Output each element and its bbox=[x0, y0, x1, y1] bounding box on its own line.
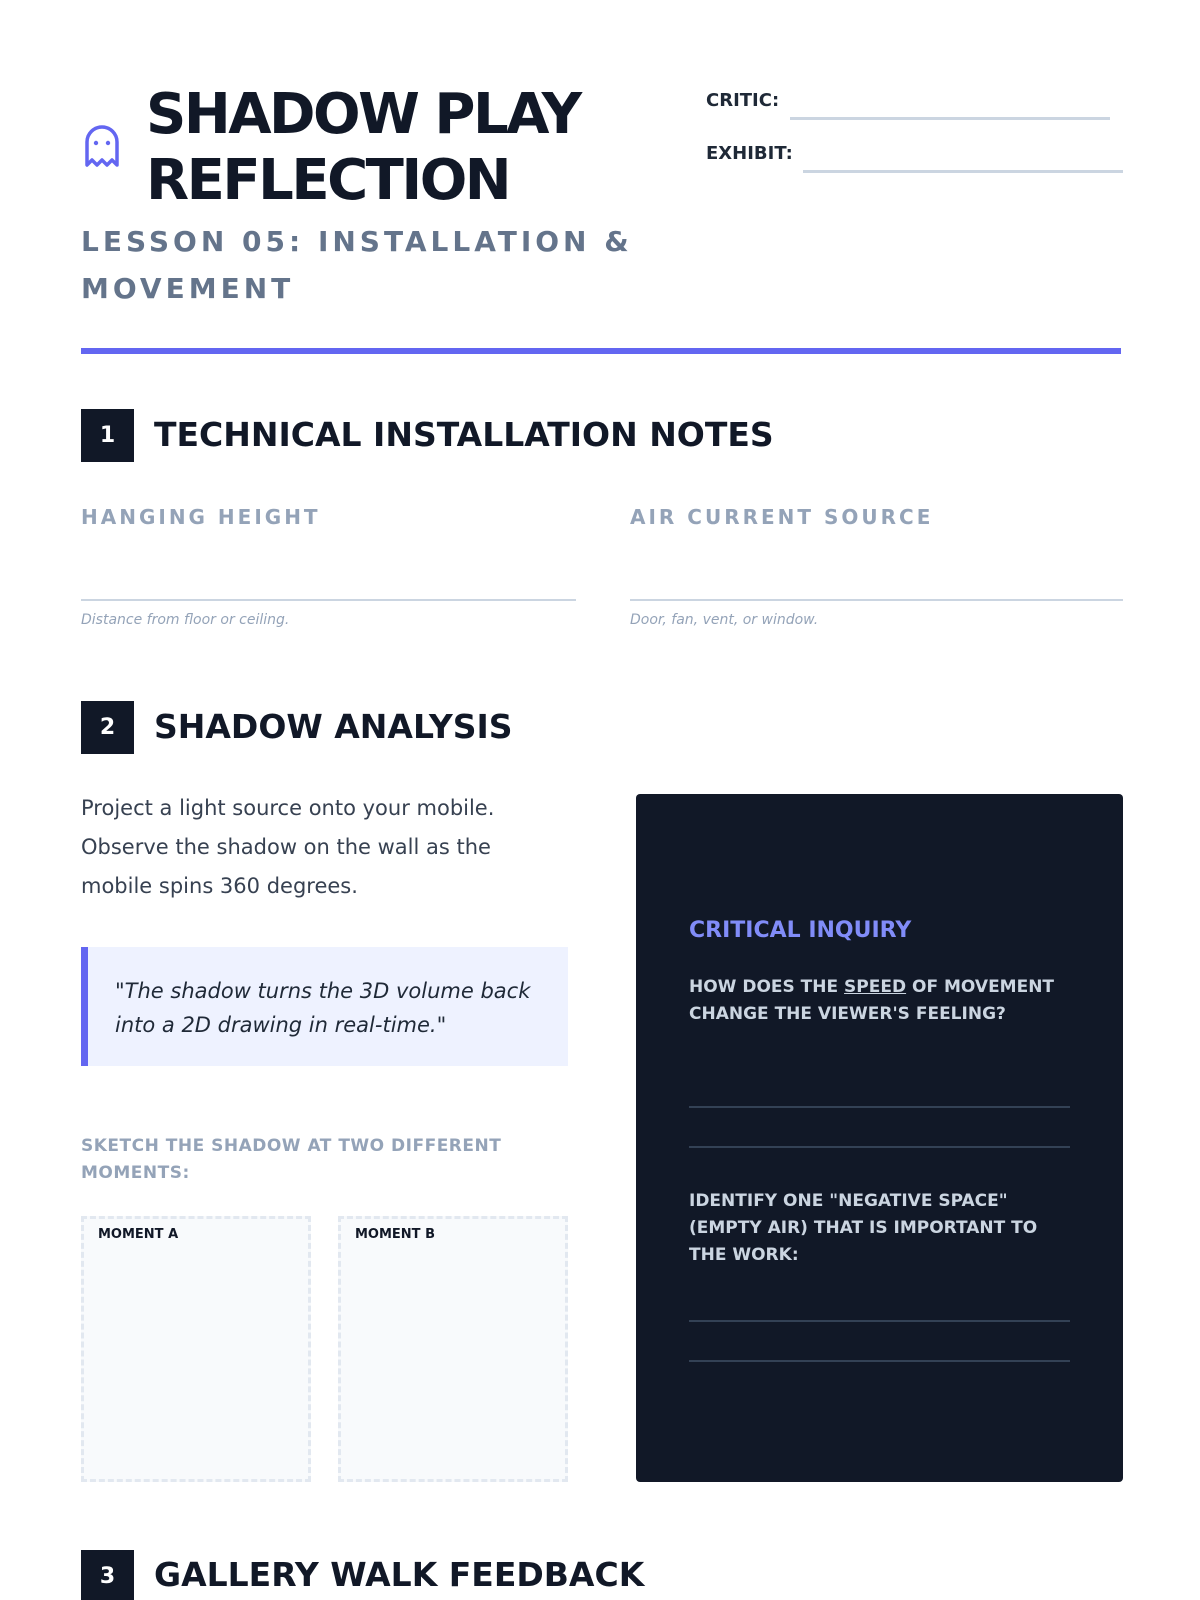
section-title-analysis: SHADOW ANALYSIS bbox=[154, 707, 513, 746]
moment-label: MOMENT B bbox=[355, 1227, 435, 1242]
answer-line[interactable] bbox=[689, 1146, 1070, 1148]
critic-field[interactable] bbox=[790, 117, 1110, 120]
section-title-feedback: GALLERY WALK FEEDBACK bbox=[154, 1555, 645, 1594]
pull-quote-text: "The shadow turns the 3D volume back into a 2D drawing in real-time." bbox=[115, 979, 531, 1037]
hanging-height-hint: Distance from floor or ceiling. bbox=[81, 612, 290, 628]
page-title: SHADOW PLAY REFLECTION bbox=[146, 82, 580, 213]
header-divider bbox=[81, 348, 1121, 354]
sketch-box-moment-b[interactable] bbox=[338, 1216, 568, 1482]
pull-quote bbox=[81, 947, 568, 1066]
section-number: 2 bbox=[81, 701, 134, 754]
hanging-height-label: HANGING HEIGHT bbox=[81, 505, 321, 529]
section-number: 1 bbox=[81, 409, 134, 462]
air-current-hint: Door, fan, vent, or window. bbox=[630, 612, 819, 628]
air-current-label: AIR CURRENT SOURCE bbox=[630, 505, 934, 529]
inquiry-question-negative-space: IDENTIFY ONE "NEGATIVE SPACE" (EMPTY AIR) THAT IS IMPORTANT TO THE WORK: bbox=[689, 1191, 1038, 1265]
sketch-box-moment-a[interactable] bbox=[81, 1216, 311, 1482]
analysis-instructions: Project a light source onto your mobile. Observe the shadow on the wall as the mobile spins 360 degrees. bbox=[81, 796, 495, 898]
moment-label: MOMENT A bbox=[98, 1227, 179, 1242]
critic-label: CRITIC: bbox=[706, 90, 780, 111]
answer-line[interactable] bbox=[689, 1360, 1070, 1362]
inquiry-heading: CRITICAL INQUIRY bbox=[689, 918, 912, 943]
section-number: 3 bbox=[81, 1550, 134, 1600]
air-current-field[interactable] bbox=[630, 599, 1123, 601]
exhibit-field[interactable] bbox=[803, 170, 1123, 173]
sketch-prompt: SKETCH THE SHADOW AT TWO DIFFERENT MOMENTS: bbox=[81, 1136, 502, 1183]
critical-inquiry-panel bbox=[636, 794, 1123, 1482]
ghost-icon bbox=[84, 125, 120, 169]
answer-line[interactable] bbox=[689, 1320, 1070, 1322]
section-title-technical: TECHNICAL INSTALLATION NOTES bbox=[154, 415, 774, 454]
hanging-height-field[interactable] bbox=[81, 599, 576, 601]
emphasis-speed: SPEED bbox=[844, 977, 907, 997]
answer-line[interactable] bbox=[689, 1106, 1070, 1108]
inquiry-question-speed: HOW DOES THE SPEED OF MOVEMENT CHANGE THE VIEWER'S FEELING? bbox=[689, 977, 1055, 1024]
exhibit-label: EXHIBIT: bbox=[706, 143, 793, 164]
lesson-subtitle: LESSON 05: INSTALLATION & MOVEMENT bbox=[81, 225, 633, 305]
